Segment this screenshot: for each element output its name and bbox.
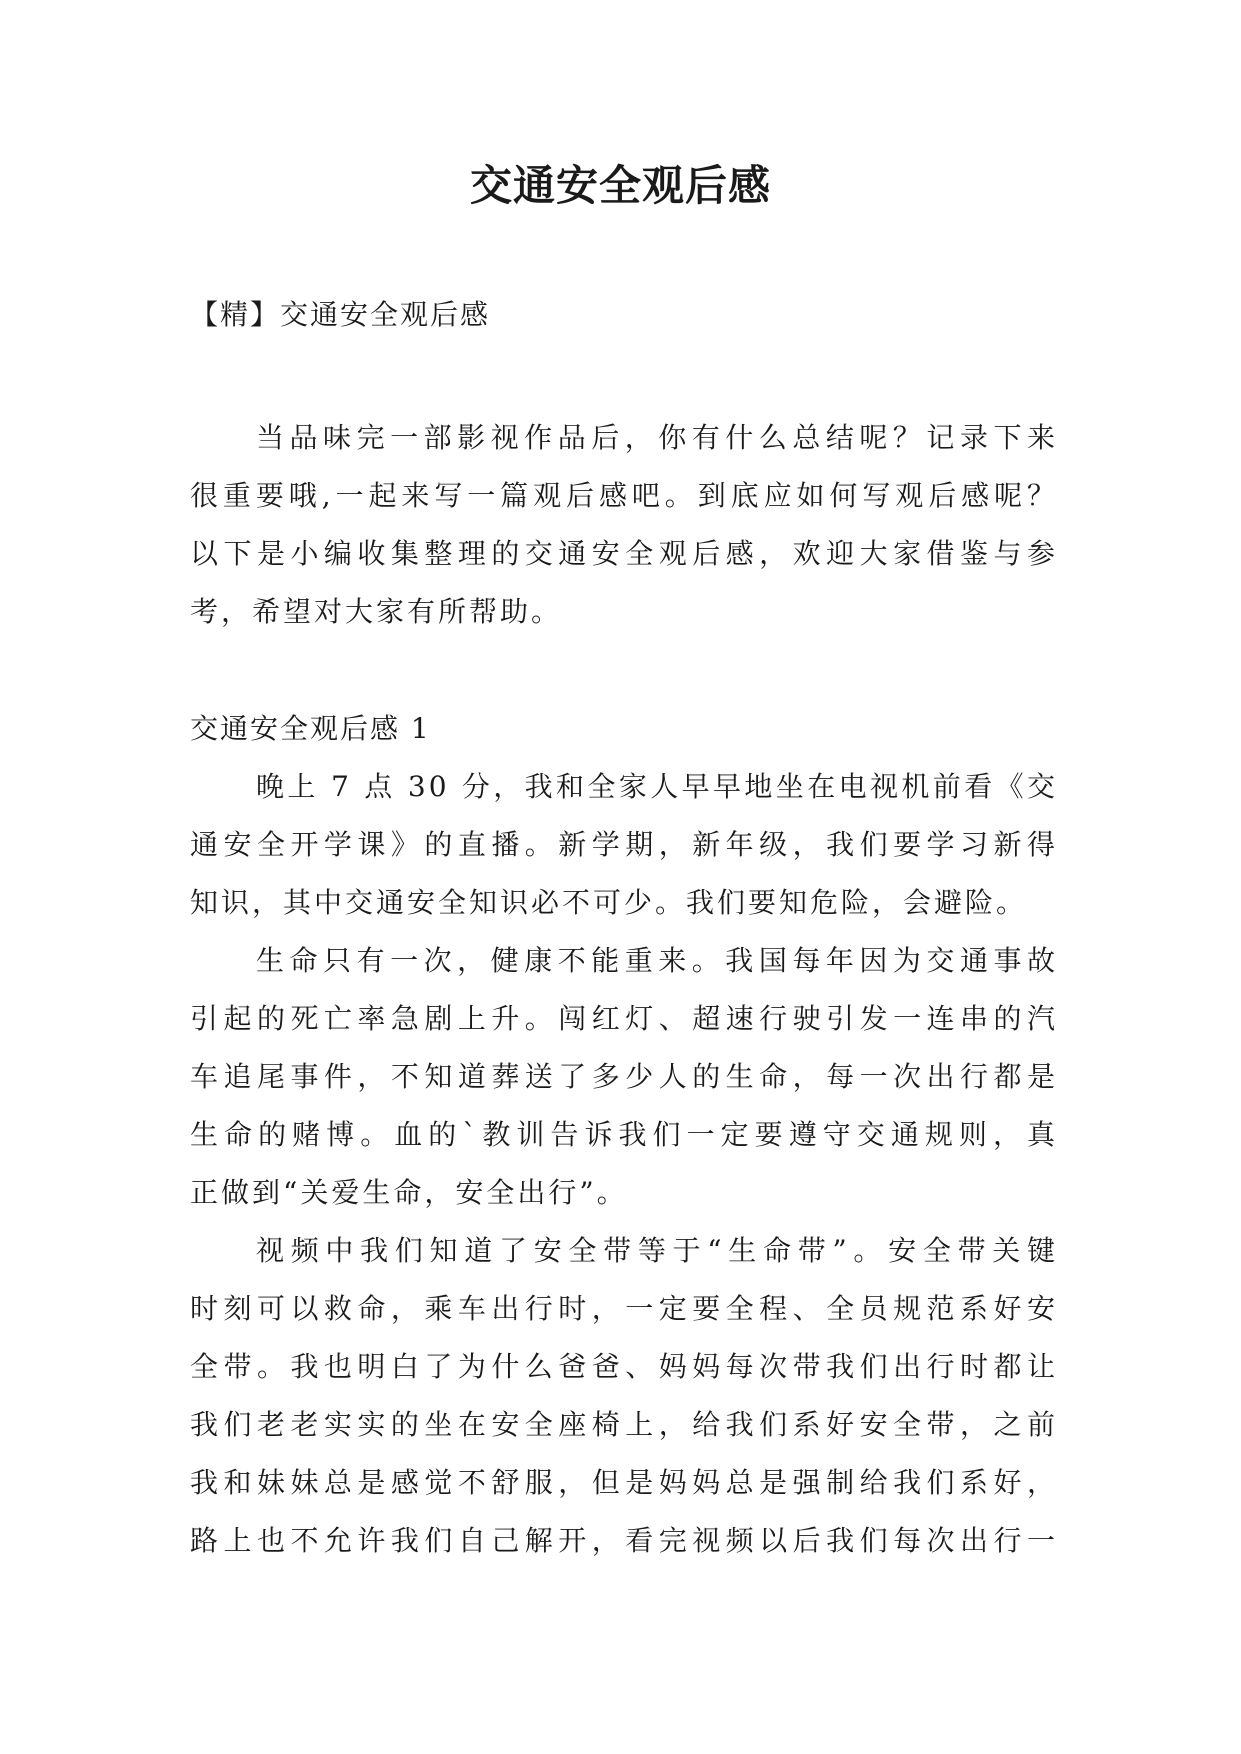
body-line: 知识，其中交通安全知识必不可少。我们要知危险，会避险。 [190, 886, 1028, 919]
body-line: 生命只有一次，健康不能重来。我国每年因为交通事故 [256, 944, 1058, 977]
body-line: 生命的赌博。血的`教训告诉我们一定要遵守交通规则，真 [190, 1118, 1058, 1151]
body-line: 引起的死亡率急剧上升。闯红灯、超速行驶引发一连串的汽 [190, 1002, 1058, 1035]
body-line: 我和妹妹总是感觉不舒服，但是妈妈总是强制给我们系好， [190, 1466, 1058, 1499]
document-title: 交通安全观后感 [469, 161, 771, 210]
section-body [190, 758, 1058, 1570]
document-subtitle: 【精】交通安全观后感 [190, 298, 491, 331]
body-line: 晚上 7 点 30 分，我和全家人早早地坐在电视机前看《交 [256, 770, 1058, 803]
intro-paragraph [190, 409, 1058, 641]
intro-line: 很重要哦,一起来写一篇观后感吧。到底应如何写观后感呢？ [190, 479, 1058, 512]
body-line: 正做到“关爱生命，安全出行”。 [190, 1176, 628, 1209]
intro-line: 当品味完一部影视作品后，你有什么总结呢？记录下来 [256, 421, 1058, 454]
body-line: 我们老老实实的坐在安全座椅上，给我们系好安全带，之前 [190, 1408, 1058, 1441]
body-line: 路上也不允许我们自己解开，看完视频以后我们每次出行一 [190, 1524, 1058, 1557]
section-heading: 交通安全观后感 1 [190, 712, 431, 745]
body-line: 通安全开学课》的直播。新学期，新年级，我们要学习新得 [190, 828, 1058, 861]
body-line: 车追尾事件，不知道葬送了多少人的生命，每一次出行都是 [190, 1060, 1058, 1093]
body-line: 视频中我们知道了安全带等于“生命带”。安全带关键 [256, 1234, 1058, 1267]
intro-line: 以下是小编收集整理的交通安全观后感，欢迎大家借鉴与参 [190, 537, 1058, 570]
body-line: 时刻可以救命，乘车出行时，一定要全程、全员规范系好安 [190, 1292, 1058, 1325]
body-line: 全带。我也明白了为什么爸爸、妈妈每次带我们出行时都让 [190, 1350, 1058, 1383]
intro-line: 考，希望对大家有所帮助。 [190, 595, 563, 628]
